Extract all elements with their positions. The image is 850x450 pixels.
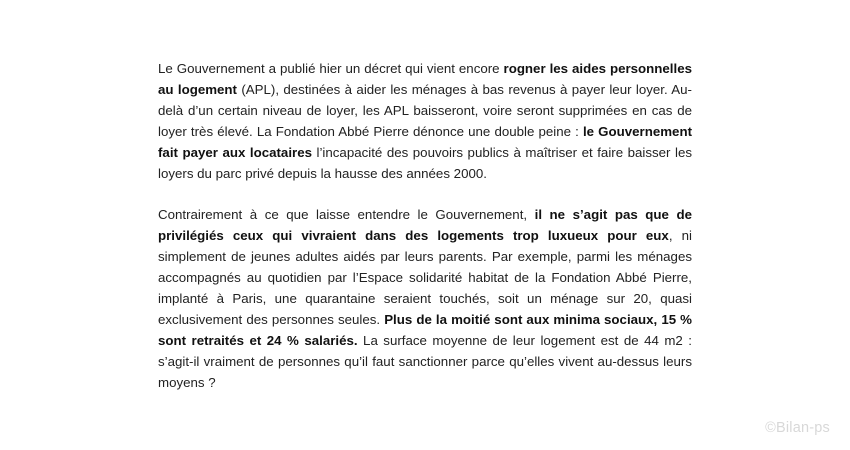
emphasis-text: rogner les aides personnelles au logement: [158, 61, 692, 97]
emphasis-text: le Gouvernement fait payer aux locataires: [158, 124, 692, 160]
emphasis-text: Plus de la moitié sont aux minima sociaux, 15 % sont retraités et 24 % salariés.: [158, 312, 692, 348]
body-text: (APL), destinées à aider les ménages à bas revenus à payer leur loyer. Au-delà d’un certain niveau de loyer, les APL baisseront, voire seront supprimées en cas de loyer très élevé. La Fondation Abbé Pierre dénonce une double peine :: [158, 82, 692, 139]
emphasis-text: il ne s’agit pas que de privilégiés ceux qui vivraient dans des logements trop luxueux pour eux: [158, 207, 692, 243]
body-text: , ni simplement de jeunes adultes aidés par leurs parents. Par exemple, parmi les ménages accompagnés au quotidien par l’Espace solidarité habitat de la Fondation Abbé Pierre, implanté à Paris, une quarantaine seraient touchés, soit un ménage sur 20, quasi exclusivement des personnes seules.: [158, 228, 692, 327]
watermark-label: ©Bilan-ps: [765, 420, 830, 436]
paragraph-2: [158, 204, 692, 393]
paragraph-1: [158, 58, 692, 184]
body-text: La surface moyenne de leur logement est de 44 m2 : s’agit-il vraiment de personnes qu’il faut sanctionner parce qu’elles vivent au-dessus leurs moyens ?: [158, 333, 692, 390]
article-body: [158, 58, 692, 393]
body-text: l’incapacité des pouvoirs publics à maîtriser et faire baisser les loyers du parc privé depuis la hausse des années 2000.: [158, 145, 692, 181]
body-text: Le Gouvernement a publié hier un décret qui vient encore: [158, 61, 504, 76]
body-text: Contrairement à ce que laisse entendre le Gouvernement,: [158, 207, 535, 222]
